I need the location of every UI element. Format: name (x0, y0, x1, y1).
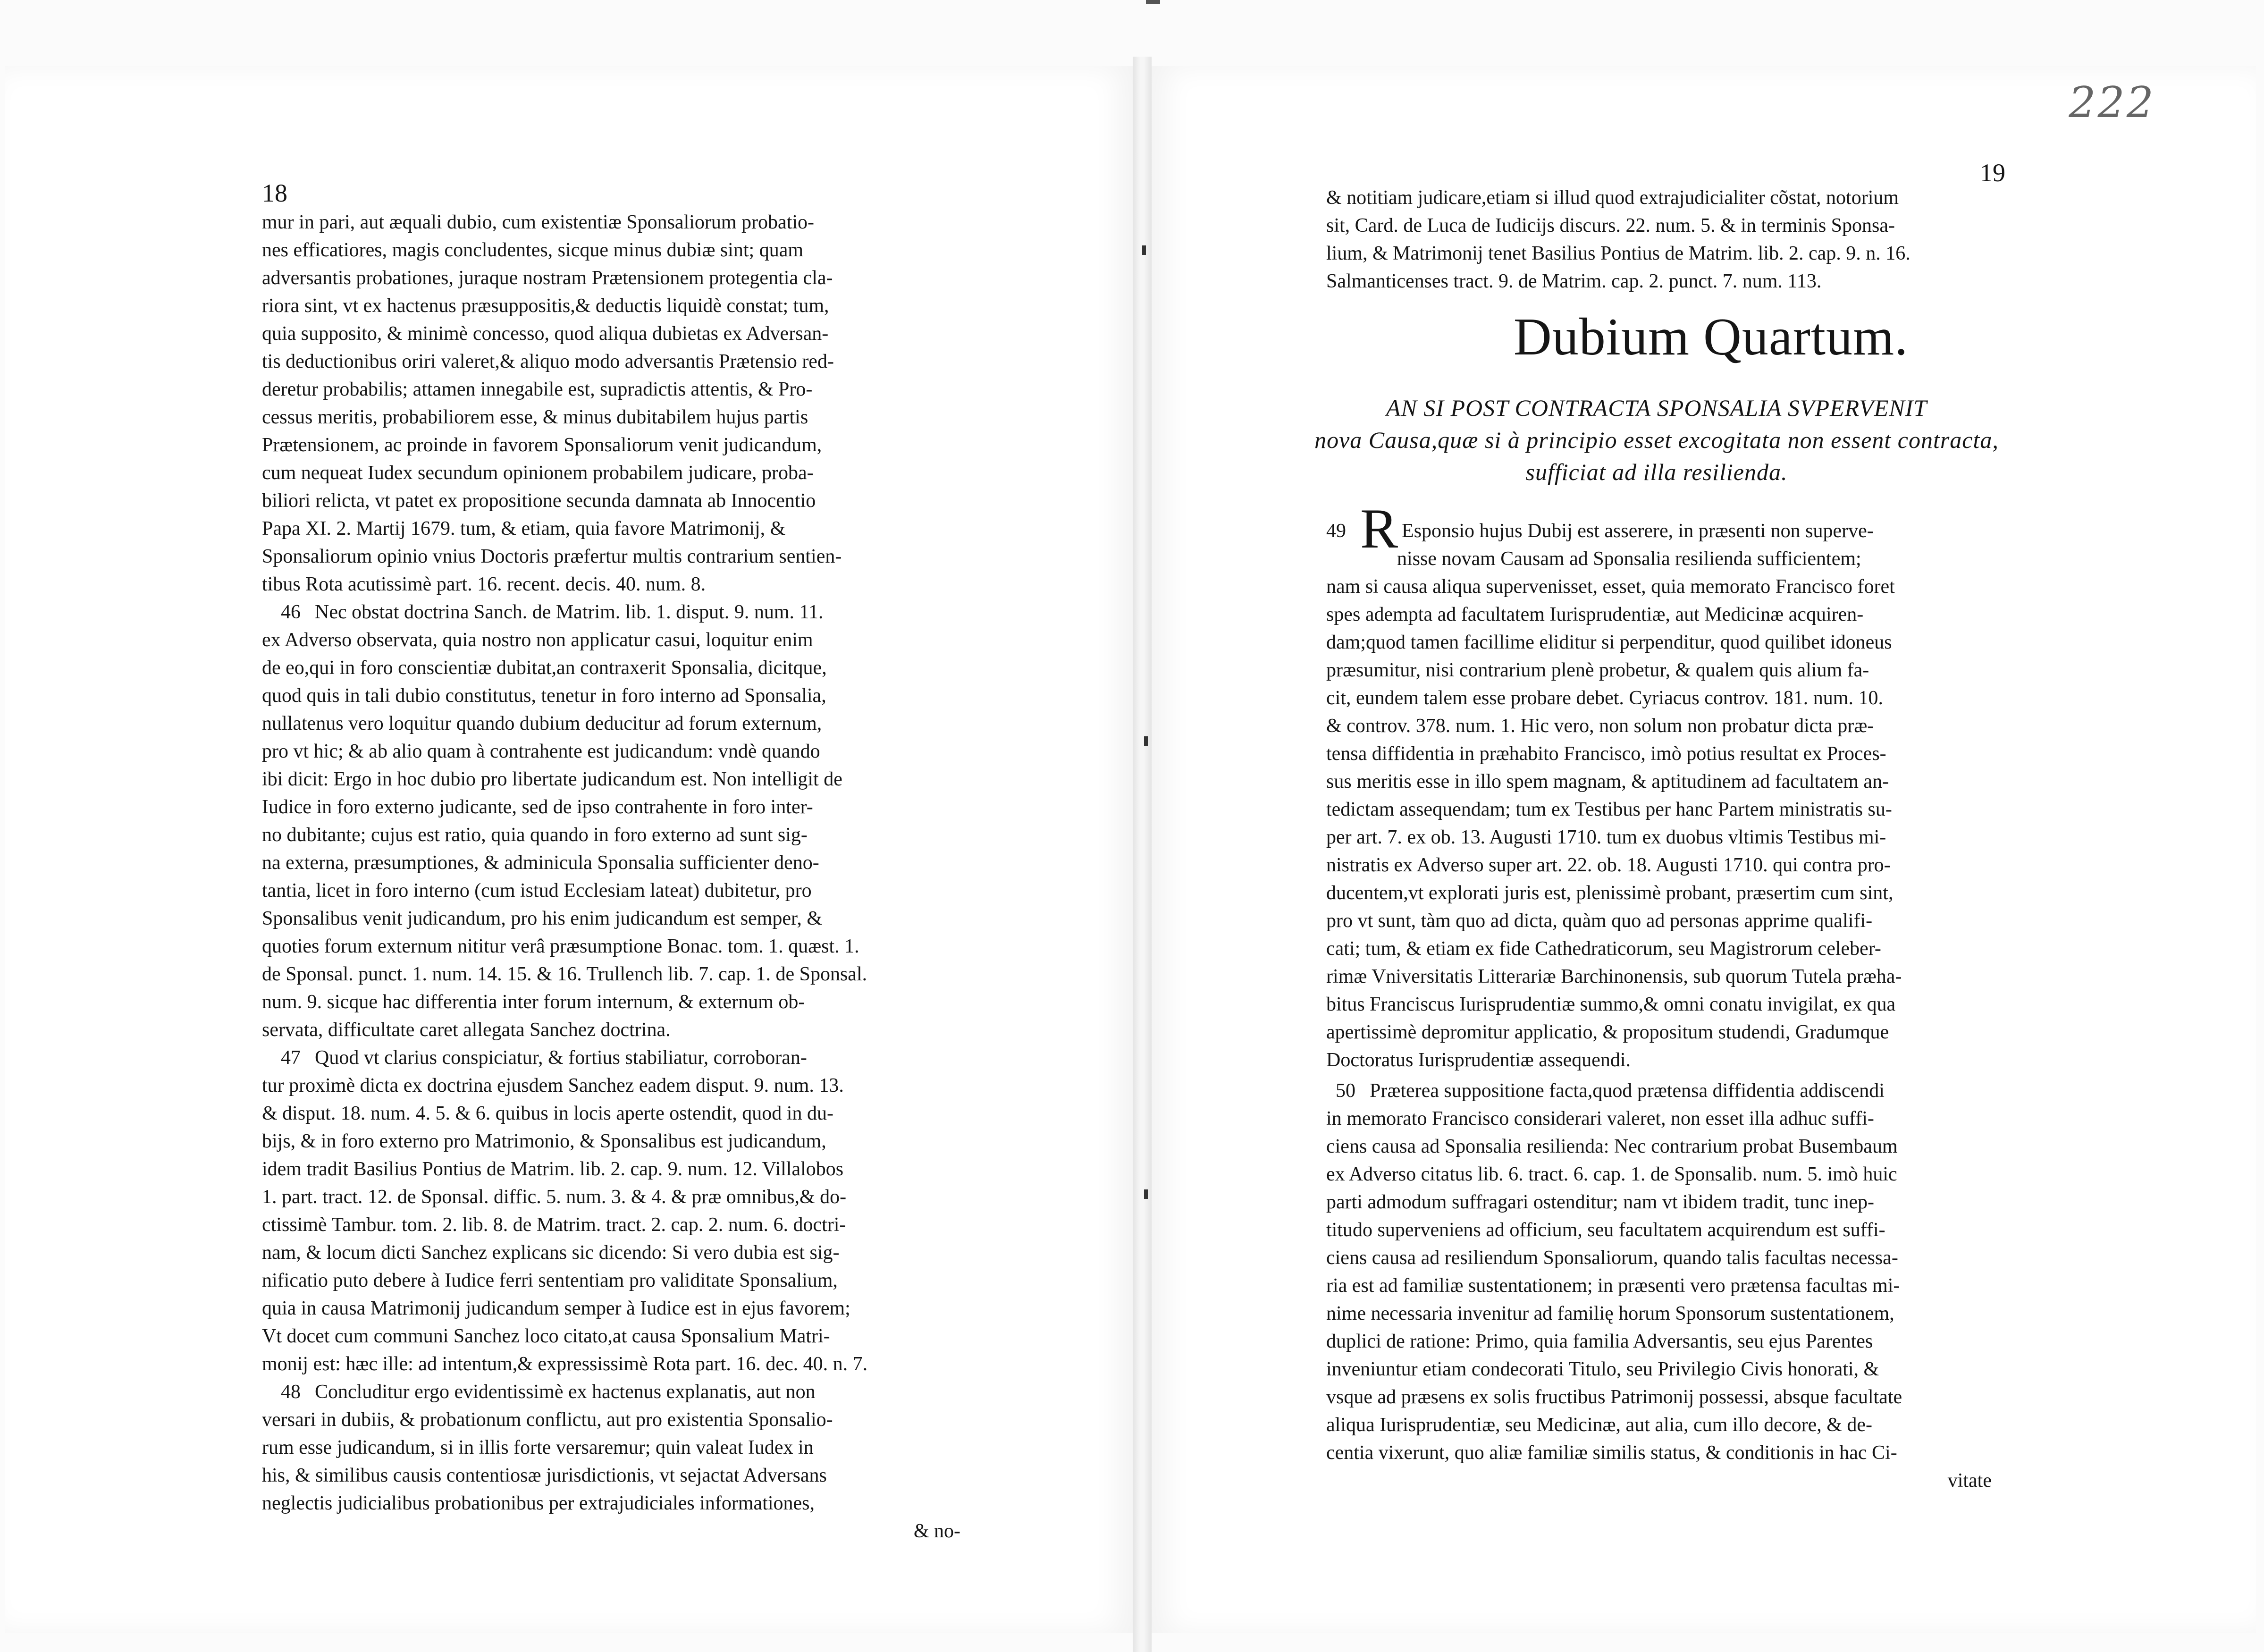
paragraph-first-line: Nec obstat doctrina Sanch. de Matrim. lib. 1. disput. 9. num. 11. (315, 601, 824, 623)
gutter-stub (1142, 245, 1146, 255)
text-line: tantia, licet in foro interno (cum istud Ecclesiam lateat) dubitetur, pro (262, 880, 812, 902)
text-line: cessus meritis, probabiliorem esse, & minus dubitabilem hujus partis (262, 406, 808, 428)
left-paragraphs (262, 598, 989, 1517)
text-line: titudo superveniens ad officium, seu facultatem acquirendum est suffi- (1326, 1219, 1885, 1241)
text-line: ibi dicit: Ergo in hoc dubio pro libertate judicandum est. Non intelligit de (262, 768, 842, 790)
text-line: versari in dubiis, & probationum conflictu, aut pro existentia Sponsalio- (262, 1409, 833, 1431)
text-line (262, 1378, 989, 1406)
text-line: nificatio puto debere à Iudice ferri sententiam pro validitate Sponsalium, (262, 1270, 838, 1291)
drop-cap: R (1360, 497, 1398, 560)
text-line (1326, 1077, 2020, 1105)
text-line: no dubitante; cujus est ratio, quia quando in foro externo ad sunt sig- (262, 824, 808, 846)
section-heading: Dubium Quartum. (1513, 308, 1909, 366)
text-line: bitus Franciscus Iurisprudentiæ summo,& omni conatu invigilat, ex qua (1326, 994, 1896, 1015)
paragraph-number: 50 (1336, 1080, 1355, 1102)
paragraph-first-line: Præterea suppositione facta,quod prætensa diffidentia addiscendi (1370, 1080, 1885, 1102)
right-body-text (1326, 497, 2020, 1495)
text-line: pro vt sunt, tàm quo ad dicta, quàm quo ad personas apprime qualifi- (1326, 910, 1873, 932)
text-line: Iudice in foro externo judicante, sed de ipso contrahente in foro inter- (262, 796, 813, 818)
paragraph-number: 48 (281, 1381, 301, 1403)
text-line: per art. 7. ex ob. 13. Augusti 1710. tum ex duobus vltimis Testibus mi- (1326, 826, 1886, 848)
paragraph-50 (1326, 1077, 2020, 1467)
text-line: servata, difficultate caret allegata Sanchez doctrina. (262, 1019, 671, 1041)
text-line: rimæ Vniversitatis Litterariæ Barchinonensis, sub quorum Tutela præha- (1326, 966, 1902, 987)
gutter-stub (1144, 1189, 1148, 1199)
text-line: nam, & locum dicti Sanchez explicans sic dicendo: Si vero dubia est sig- (262, 1242, 840, 1264)
text-line: Vt docet cum communi Sanchez loco citato,at causa Sponsalium Matri- (262, 1325, 830, 1347)
text-line: Doctoratus Iurisprudentiæ assequendi. (1326, 1049, 1631, 1071)
paragraph-47 (262, 1044, 989, 1378)
left-page-text (262, 209, 989, 1545)
text-line: sit, Card. de Luca de Iudicijs discurs. 22. num. 5. & in terminis Sponsa- (1326, 215, 1895, 236)
text-line: ducentem,vt explorati juris est, plenissimè probant, præsertim cum sint, (1326, 882, 1894, 904)
gutter-stub (1144, 736, 1148, 746)
text-line: cit, eundem talem esse probare debet. Cyriacus controv. 181. num. 10. (1326, 687, 1883, 709)
text-line: & notitiam judicare,etiam si illud quod extrajudicialiter cõstat, notorium (1326, 187, 1899, 209)
text-line: spes adempta ad facultatem Iurisprudentiæ, aut Medicinæ acquiren- (1326, 604, 1864, 625)
right-catchword: vitate (1947, 1470, 1992, 1492)
question-line: sufficiat ad illa resilienda. (1525, 459, 1788, 485)
text-line: præsumitur, nisi contrarium plenè probetur, & qualem quis alium fa- (1326, 659, 1869, 681)
text-line (262, 598, 989, 626)
question-line: nova Causa,quæ si à principio esset excogitata non essent contracta, (1314, 427, 1999, 453)
text-line: de eo,qui in foro conscientiæ dubitat,an contraxerit Sponsalia, dicitque, (262, 657, 827, 679)
text-line: tis deductionibus oriri valeret,& aliquo modo adversantis Prætensio red- (262, 351, 834, 372)
text-line: tibus Rota acutissimè part. 16. recent. decis. 40. num. 8. (262, 573, 706, 595)
paragraph-49 (1326, 497, 2020, 1074)
paragraph-48 (262, 1378, 989, 1517)
right-top-text (1326, 184, 2020, 295)
text-line: ciens causa ad Sponsalia resilienda: Nec contrarium probat Busembaum (1326, 1136, 1898, 1157)
paragraph-number: 47 (281, 1047, 301, 1069)
text-line: nam si causa aliqua supervenisset, esset, quia memorato Francisco foret (1326, 576, 1895, 598)
text-line: nes efficatiores, magis concludentes, sicque minus dubiæ sint; quam (262, 239, 804, 261)
text-line: deretur probabilis; attamen innegabile est, supradictis attentis, & Pro- (262, 379, 813, 400)
text-line: Prætensionem, ac proinde in favorem Sponsaliorum venit judicandum, (262, 434, 822, 456)
text-line: quia supposito, & minimè concesso, quod aliqua dubietas ex Adversan- (262, 323, 829, 345)
paragraph-first-line: Esponsio hujus Dubij est asserere, in præsenti non superve- (1402, 520, 1874, 542)
text-line: & controv. 378. num. 1. Hic vero, non solum non probatur dicta præ- (1326, 715, 1874, 737)
text-line: quoties forum externum nititur verâ præsumptione Bonac. tom. 1. quæst. 1. (262, 936, 859, 957)
text-line: adversantis probationes, juraque nostram Prætensionem protegentia cla- (262, 267, 833, 289)
text-line: tedictam assequendam; tum ex Testibus per hanc Partem ministratis su- (1326, 799, 1892, 820)
text-line: nime necessaria invenitur ad familię horum Sponsorum sustentationem, (1326, 1303, 1894, 1324)
section-question (1307, 392, 2006, 488)
text-line: monij est: hæc ille: ad intentum,& expressissimè Rota part. 16. dec. 40. n. 7. (262, 1353, 868, 1375)
text-line: mur in pari, aut æquali dubio, cum existentiæ Sponsaliorum probatio- (262, 211, 815, 233)
paragraph-first-line: Concluditur ergo evidentissimè ex hactenus explanatis, aut non (315, 1381, 816, 1403)
left-catchword: & no- (913, 1520, 960, 1542)
text-line: Sponsaliorum opinio vnius Doctoris præfertur multis contrarium sentien- (262, 546, 842, 567)
text-line: inveniuntur etiam condecorati Titulo, seu Privilegio Civis honorati, & (1326, 1358, 1879, 1380)
text-line: vsque ad præsens ex solis fructibus Patrimonij possessi, absque facultate (1326, 1386, 1902, 1408)
left-page-number: 18 (262, 179, 287, 207)
paragraph-first-line: Quod vt clarius conspiciatur, & fortius stabiliatur, corroboran- (315, 1047, 807, 1069)
text-line: rum esse judicandum, si in illis forte versaremur; quin valeat Iudex in (262, 1437, 814, 1458)
paragraph-number: 49 (1326, 520, 1346, 542)
text-line: parti admodum suffragari ostenditur; nam vt ibidem tradit, tunc inep- (1326, 1191, 1874, 1213)
text-line: cati; tum, & etiam ex fide Cathedraticorum, seu Magistrorum celeber- (1326, 938, 1881, 960)
text-line: dam;quod tamen facillime eliditur si perpenditur, quod quilibet idoneus (1326, 632, 1892, 653)
text-line: num. 9. sicque hac differentia inter forum internum, & externum ob- (262, 991, 805, 1013)
text-line: na externa, præsumptiones, & adminicula Sponsalia sufficienter deno- (262, 852, 819, 874)
scan-top-mark (1146, 0, 1160, 4)
text-line: nisse novam Causam ad Sponsalia resilienda sufficientem; (1397, 548, 1861, 570)
text-line: pro vt hic; & ab alio quam à contrahente est judicandum: vndè quando (262, 741, 820, 762)
text-line: duplici de ratione: Primo, quia familia Adversantis, seu ejus Parentes (1326, 1331, 1873, 1352)
text-line: tur proximè dicta ex doctrina ejusdem Sanchez eadem disput. 9. num. 13. (262, 1075, 844, 1096)
text-line: sus meritis esse in illo spem magnam, & aptitudinem ad facultatem an- (1326, 771, 1889, 792)
text-line: tensa diffidentia in præhabito Francisco, imò potius resultat ex Proces- (1326, 743, 1886, 765)
text-line: lium, & Matrimonij tenet Basilius Pontius de Matrim. lib. 2. cap. 9. n. 16. (1326, 243, 1911, 264)
text-line: ex Adverso citatus lib. 6. tract. 6. cap. 1. de Sponsalib. num. 5. imò huic (1326, 1163, 1897, 1185)
text-line: ciens causa ad resiliendum Sponsaliorum, quando talis facultas necessa- (1326, 1247, 1898, 1269)
book-gutter (1133, 57, 1152, 1652)
right-page-number: 19 (1980, 159, 2005, 187)
text-line: nistratis ex Adverso super art. 22. ob. 18. Augusti 1710. qui contra pro- (1326, 854, 1891, 876)
paragraph-46 (262, 598, 989, 1044)
text-line: 1. part. tract. 12. de Sponsal. diffic. 5. num. 3. & 4. & præ omnibus,& do- (262, 1186, 847, 1208)
text-line: Sponsalibus venit judicandum, pro his enim judicandum est semper, & (262, 908, 822, 929)
text-line: bijs, & in foro externo pro Matrimonio, & Sponsalibus est judicandum, (262, 1130, 826, 1152)
text-line: his, & similibus causis contentiosæ jurisdictionis, vt sejactat Adversans (262, 1465, 827, 1486)
left-opening-lines (262, 209, 989, 598)
handwritten-folio-number: 222 (2069, 78, 2155, 127)
text-line: ctissimè Tambur. tom. 2. lib. 8. de Matrim. tract. 2. cap. 2. num. 6. doctri- (262, 1214, 846, 1236)
text-line: quod quis in tali dubio constitutus, tenetur in foro interno ad Sponsalia, (262, 685, 826, 707)
text-line: nullatenus vero loquitur quando dubium deducitur ad forum externum, (262, 713, 822, 734)
text-line: biliori relicta, vt patet ex propositione secunda damnata ab Innocentio (262, 490, 816, 512)
text-line: Salmanticenses tract. 9. de Matrim. cap. 2. punct. 7. num. 113. (1326, 270, 1822, 292)
question-line: AN SI POST CONTRACTA SPONSALIA SVPERVENIT (1386, 395, 1927, 421)
text-line: idem tradit Basilius Pontius de Matrim. lib. 2. cap. 9. num. 12. Villalobos (262, 1158, 844, 1180)
text-line: apertissimè depromitur applicatio, & propositum studendi, Gradumque (1326, 1021, 1889, 1043)
text-line: quia in causa Matrimonij judicandum semper à Iudice est in ejus favorem; (262, 1298, 850, 1319)
text-line: in memorato Francisco considerari valeret, non esset illa adhuc suffi- (1326, 1108, 1874, 1129)
right-paragraphs (1326, 497, 2020, 1467)
text-line (262, 1044, 989, 1072)
text-line: ex Adverso observata, quia nostro non applicatur casui, loquitur enim (262, 629, 813, 651)
text-line: cum nequeat Iudex secundum opinionem probabilem judicare, proba- (262, 462, 814, 484)
text-line: neglectis judicialibus probationibus per extrajudiciales informationes, (262, 1492, 815, 1514)
text-line: de Sponsal. punct. 1. num. 14. 15. & 16. Trullench lib. 7. cap. 1. de Sponsal. (262, 963, 867, 985)
right-opening-lines (1326, 184, 2020, 295)
text-line: aliqua Iurisprudentiæ, seu Medicinæ, aut alia, cum illo decore, & de- (1326, 1414, 1873, 1436)
paragraph-number: 46 (281, 601, 301, 623)
text-line: riora sint, vt ex hactenus præsuppositis,& deductis liquidè constat; tum, (262, 295, 829, 317)
text-line: centia vixerunt, quo aliæ familiæ similis status, & conditionis in hac Ci- (1326, 1442, 1897, 1464)
text-line: Papa XI. 2. Martij 1679. tum, & etiam, quia favore Matrimonij, & (262, 518, 786, 539)
text-line: ria est ad familiæ sustentationem; in præsenti vero prætensa facultas mi- (1326, 1275, 1900, 1297)
text-line: & disput. 18. num. 4. 5. & 6. quibus in locis aperte ostendit, quod in du- (262, 1103, 833, 1124)
